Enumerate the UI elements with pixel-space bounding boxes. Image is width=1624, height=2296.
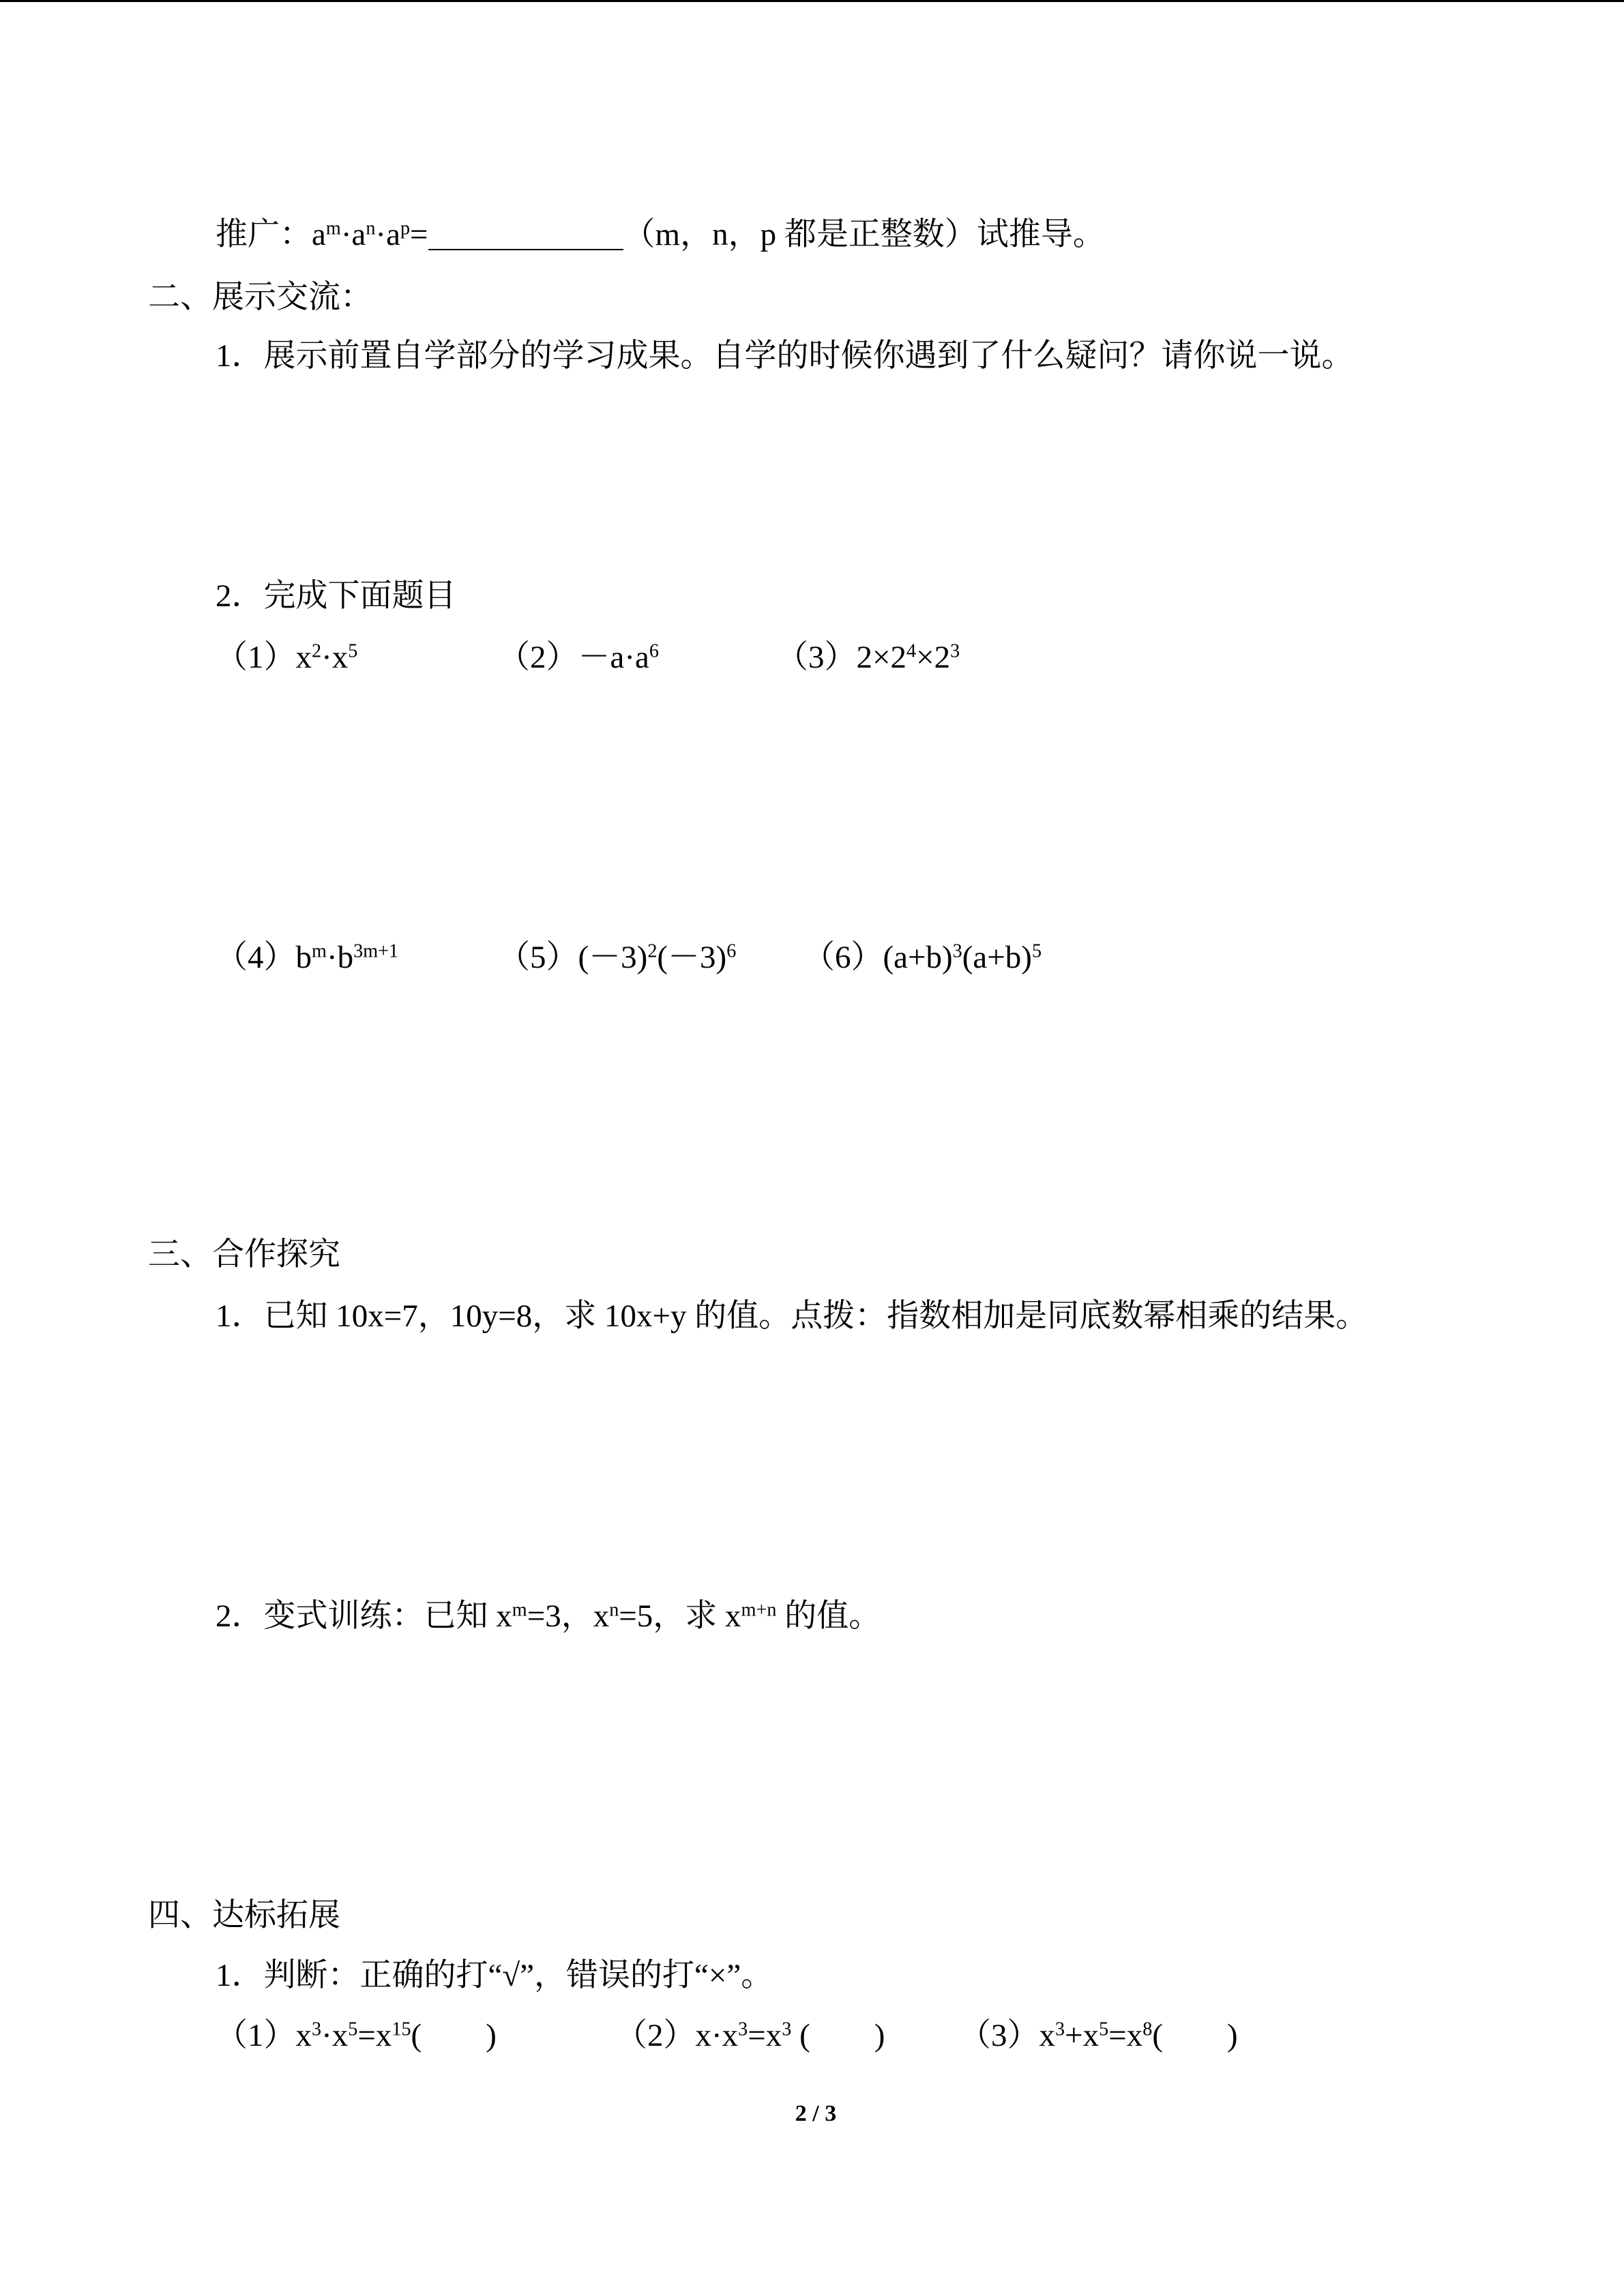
top-border-rule: [0, 0, 1624, 2]
exponent: 3: [1055, 2018, 1065, 2040]
section-heading-extension: 四、达标拓展: [148, 1898, 340, 1933]
text-run: （2）x·x: [615, 2018, 739, 2053]
text-run: （6）(a+b): [803, 940, 953, 975]
text-run: （1）x: [216, 2018, 312, 2053]
exponent: p: [400, 218, 411, 239]
text-run: =5，求 x: [619, 1598, 741, 1634]
exercise-3: [776, 638, 960, 676]
text-run: ·x: [321, 640, 349, 675]
section-heading-display: 二、展示交流：: [148, 280, 372, 315]
text-run: （5）(－3): [498, 940, 648, 975]
exercise-4: [216, 938, 398, 976]
text-run: ·x: [321, 2018, 349, 2053]
exponent: 8: [1142, 2018, 1153, 2040]
text-run: ·b: [326, 940, 354, 975]
text-run: +x: [1065, 2018, 1099, 2053]
exercise-1: [216, 638, 357, 676]
extension-question-1: [216, 1956, 773, 1995]
exponent: m+n: [741, 1599, 777, 1621]
judgement-item-2: [615, 2016, 885, 2055]
text-run: 1．判断：正确的打“√”，错误的打“×”。: [216, 1958, 773, 1993]
text-run: =3，x: [527, 1598, 610, 1634]
text-run: （m，n，p 都是正整数）试推导。: [623, 217, 1105, 252]
display-question-2: [216, 577, 456, 615]
exponent: 6: [726, 940, 737, 962]
text-run: ·a: [375, 217, 400, 252]
judgement-item-1: [216, 2016, 497, 2055]
exercise-2: [498, 638, 659, 676]
judgement-item-3: [959, 2016, 1238, 2055]
exercise-6: [803, 938, 1042, 976]
text-run: ×2: [916, 640, 951, 675]
text-run: ( ): [791, 2018, 885, 2053]
exponent: n: [609, 1599, 619, 1621]
text-run: ( ): [411, 2018, 497, 2053]
text-run: (－3): [657, 940, 727, 975]
text-run: （2）－a·a: [498, 640, 649, 675]
text-run: ( ): [1152, 2018, 1238, 2053]
exponent: n: [366, 218, 376, 239]
exponent: 3m+1: [353, 940, 399, 962]
exponent: 3: [950, 640, 960, 662]
text-run: 1．已知 10x=7，10y=8，求 10x+y 的值。点拨：指数相加是同底数幂相乘的结果。: [216, 1298, 1368, 1334]
cooperation-question-2: [216, 1597, 881, 1635]
exponent: 5: [1099, 2018, 1109, 2040]
exponent: 4: [906, 640, 917, 662]
text-run: =x: [357, 2018, 392, 2053]
text-run: （4）b: [216, 940, 312, 975]
exponent: m: [512, 1599, 527, 1621]
exponent: m: [325, 218, 341, 239]
text-run: 2．变式训练：已知 x: [216, 1598, 512, 1634]
text-run: （1）x: [216, 640, 312, 675]
text-run: =x: [748, 2018, 782, 2053]
display-question-1: [216, 337, 1354, 375]
text-run: =x: [1108, 2018, 1143, 2053]
exponent: 3: [738, 2018, 748, 2040]
exponent: 5: [1031, 940, 1042, 962]
answer-blank: [428, 217, 623, 250]
text-run: (a+b): [962, 940, 1032, 975]
text-run: ·a: [340, 217, 366, 252]
text-run: 的值。: [776, 1598, 881, 1634]
exponent: 5: [348, 2018, 358, 2040]
text-run: 2．完成下面题目: [216, 578, 456, 614]
exponent: m: [312, 940, 327, 962]
exercise-5: [498, 938, 736, 976]
cooperation-question-1: [216, 1297, 1368, 1335]
text-run: （3）x: [959, 2018, 1055, 2053]
exponent: 2: [312, 640, 322, 662]
exponent: 2: [647, 940, 658, 962]
text-run: =: [410, 217, 428, 252]
page-number: 2 / 3: [795, 2101, 837, 2126]
section-heading-cooperation: 三、合作探究: [148, 1237, 340, 1272]
exponent: 15: [392, 2018, 411, 2040]
generalization-line: [216, 215, 1105, 254]
exponent: 5: [348, 640, 358, 662]
text-run: 1．展示前置自学部分的学习成果。自学的时候你遇到了什么疑问？请你说一说。: [216, 338, 1354, 374]
exponent: 3: [952, 940, 962, 962]
exponent: 3: [782, 2018, 792, 2040]
exponent: 6: [649, 640, 659, 662]
exponent: 3: [312, 2018, 322, 2040]
text-run: 推广：a: [216, 217, 326, 252]
text-run: （3）2×2: [776, 640, 907, 675]
